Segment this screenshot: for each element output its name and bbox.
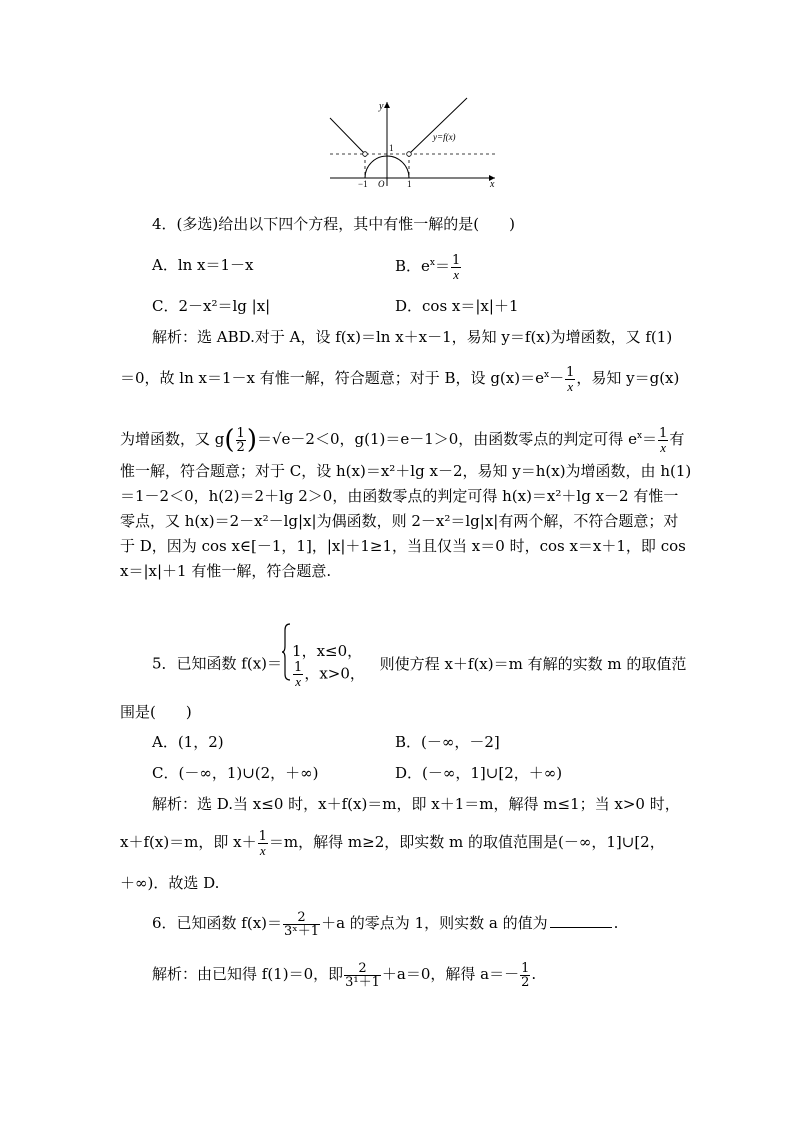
q4-solution-line-3: [120, 417, 684, 459]
q6-stem: [152, 905, 618, 941]
q4-solution-line-5: ＝1－2＜0，h(2)＝2＋lg 2＞0，由函数零点的判定可得 h(x)＝x²＋lg x－2 有惟一: [120, 487, 679, 505]
q4-solution-line-2: [120, 358, 679, 395]
q4-sol3-frac: [236, 427, 246, 454]
q5-option-b: B．(－∞，－2]: [395, 733, 500, 751]
q4-option-b-pre: B．e: [395, 257, 430, 275]
q6-sol-num: 2: [344, 962, 381, 976]
q6-frac: [283, 911, 320, 938]
q6-sol-mid: ＋a＝0，解得 a＝－: [381, 965, 520, 983]
q5-solution-line-1: 解析：选 D.当 x≤0 时，x＋f(x)＝m，即 x＋1＝m，解得 m≤1；当 x>0 时，: [152, 795, 680, 813]
left-paren-icon: (: [224, 425, 235, 455]
q6-stem-pre: 6．已知函数 f(x)＝: [152, 914, 283, 932]
q5-cases: [292, 641, 365, 688]
q6-stem-end: .: [613, 914, 619, 932]
q4-sol3-pre: 为增函数，又 g: [120, 430, 225, 448]
q4-sol2-den: x: [567, 378, 574, 394]
q6-sol-frac2: [520, 962, 530, 989]
q5-case2-num: 1: [294, 660, 303, 675]
q4-sol3-eq: ＝: [642, 430, 658, 448]
q4-sol2-frac: [565, 366, 575, 393]
q4-sol3-frac2: [658, 427, 668, 454]
q6-sol-den: 3¹＋1: [345, 974, 380, 990]
q5-stem-line-2: 围是( ): [120, 703, 192, 721]
q4-solution-line-1: 解析：选 ABD.对于 A，设 f(x)＝ln x＋x－1，易知 y＝f(x)为增函数，又 f(1): [152, 328, 673, 346]
q5-sol2-post: ＝m，解得 m≥2，即实数 m 的取值范围是(－∞，1]∪[2，: [268, 833, 665, 851]
q4-sol3-mid: ＝√e－2＜0，g(1)＝e－1＞0，由函数零点的判定可得 e: [256, 430, 637, 448]
q4-solution-line-7: 于 D，因为 cos x∈[－1，1]，|x|＋1≥1，当且仅当 x＝0 时，cos x＝x＋1，即 cos: [120, 537, 686, 555]
q6-sol-num2: 1: [521, 960, 530, 976]
q5-option-d: D．(－∞，1]∪[2，＋∞): [395, 764, 563, 782]
q6-sol-frac: [344, 962, 381, 989]
curve-label: y=f(x): [433, 132, 456, 142]
q5-sol2-num: 1: [258, 828, 267, 844]
y-axis-label: y: [379, 101, 384, 112]
tick-1: 1: [407, 179, 412, 188]
q5-sol2-frac: [258, 830, 268, 857]
y-tick-1: 1: [389, 143, 394, 153]
q4-solution-line-8: x＝|x|＋1 有惟一解，符合题意.: [120, 562, 332, 580]
q5-solution-line-2: [120, 824, 665, 860]
q5-stem: [152, 622, 686, 707]
q6-stem-post: ＋a 的零点为 1，则实数 a 的值为: [321, 914, 548, 932]
q4-solution-line-6: 零点，又 h(x)＝2－x²－lg|x|为偶函数，则 2－x²＝lg|x|有两个解，不符合题意；对: [120, 512, 679, 530]
q5-solution-line-3: ＋∞)．故选 D.: [120, 874, 220, 892]
q4-solution-line-4: 惟一解，符合题意；对于 C，设 h(x)＝x²＋lg x－2，易知 y＝h(x)为增函数，由 h(1): [120, 462, 692, 480]
q4-sol3-post: 有: [669, 430, 685, 448]
q4-sol3-sup: x: [636, 431, 643, 441]
q4-option-b-num: 1: [452, 252, 461, 268]
q4-option-b: [395, 246, 462, 283]
q4-option-b-sup: x: [429, 258, 435, 268]
q5-case-1: 1，x≤0，: [292, 642, 363, 660]
q5-option-a: A．(1，2): [152, 733, 224, 751]
q4-option-c: C．2－x²＝lg |x|: [152, 297, 271, 315]
q4-option-b-eq: ＝: [434, 257, 450, 275]
q6-den: 3ˣ＋1: [284, 923, 320, 939]
q5-sol2-pre: x＋f(x)＝m，即 x＋: [120, 833, 257, 851]
answer-blank[interactable]: [550, 913, 612, 928]
q4-option-a: A．ln x＝1－x: [152, 256, 254, 274]
q4-sol3-den2: x: [660, 439, 667, 455]
q5-stem-pre: 5．已知函数 f(x)＝: [152, 654, 283, 673]
q5-option-c: C．(－∞，1)∪(2，＋∞): [152, 764, 319, 782]
q4-sol2-pre: ＝0，故 ln x＝1－x 有惟一解，符合题意；对于 B，设 g(x)＝e: [120, 369, 544, 387]
q4-sol3-num: 1: [236, 425, 245, 441]
tick-neg1: −1: [358, 179, 368, 188]
q6-num: 2: [283, 911, 320, 925]
brace-icon: [282, 622, 292, 707]
q5-case2-den: x: [295, 674, 302, 689]
right-paren-icon: ): [246, 425, 257, 455]
q5-stem-post: 则使方程 x＋f(x)＝m 有解的实数 m 的取值范: [379, 654, 687, 673]
q4-option-b-den: x: [453, 266, 460, 282]
q4-sol3-den: 2: [236, 439, 245, 455]
q5-case2-cond: ，x>0，: [304, 664, 365, 683]
q4-stem: 4．(多选)给出以下四个方程，其中有惟一解的是( ): [152, 215, 515, 233]
x-axis-label: x: [490, 179, 495, 188]
q4-sol2-minus: －: [549, 369, 565, 387]
q4-sol2-sup: x: [543, 370, 550, 380]
q4-sol3-num2: 1: [659, 425, 668, 441]
q4-option-b-frac: [451, 254, 461, 281]
tick-origin: O: [378, 179, 385, 188]
q4-sol2-post: ，易知 y＝g(x): [576, 369, 680, 387]
q5-case-2: [292, 661, 365, 688]
q6-sol-den2: 2: [521, 974, 530, 990]
q5-case2-frac: [293, 661, 303, 688]
q6-sol-end: .: [531, 965, 537, 983]
function-graph: [325, 96, 500, 188]
q4-option-d: D．cos x＝|x|＋1: [395, 297, 519, 315]
q5-sol2-den: x: [259, 842, 266, 858]
q4-sol2-num: 1: [566, 364, 575, 380]
q6-solution: [152, 956, 536, 992]
q6-sol-pre: 解析：由已知得 f(1)＝0，即: [152, 965, 344, 983]
